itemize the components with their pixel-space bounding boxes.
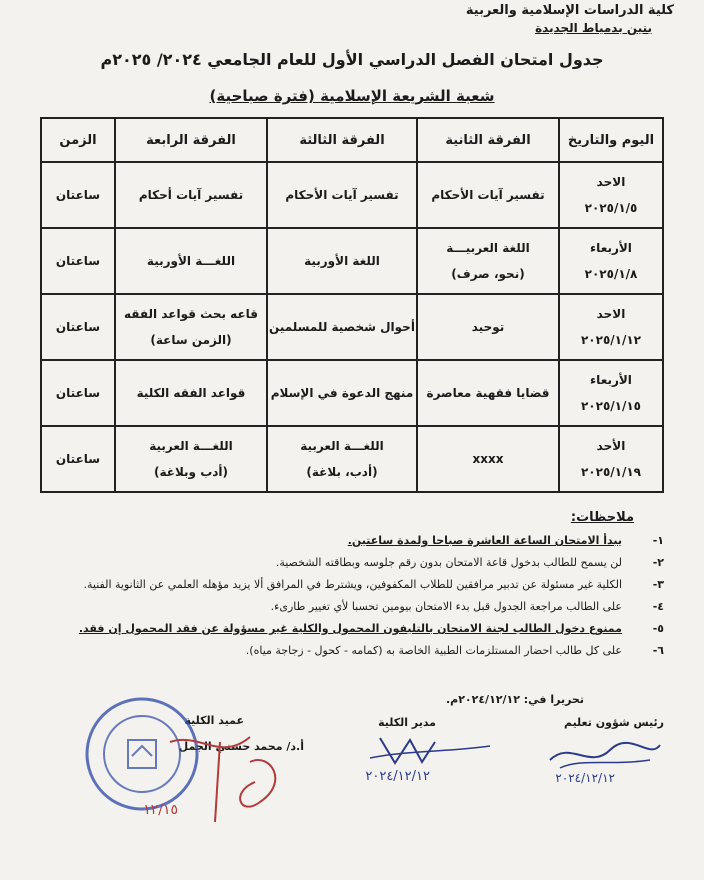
fourth-year-subject: اللغـــة الأوربية [146,254,236,268]
second-year-subject-cell [417,162,559,228]
fourth-year-subject-cell [115,162,267,228]
day-date-cell [559,360,663,426]
header-third-year: الفرقة الثالثة [267,118,417,162]
duration-cell: ساعتان [41,228,115,294]
fourth-year-subject: اللغـــة العربية [149,439,233,453]
third-year-subject: (أدب، بلاغة) [306,465,378,479]
second-year-subject-cell [417,360,559,426]
day-name: الأربعاء [590,373,632,387]
note-item [24,618,664,640]
second-year-subject: (نحو، صرف) [451,267,525,281]
third-year-subject: أحوال شخصية للمسلمين [269,320,415,334]
second-year-subject: توحيد [471,320,505,334]
day-name: الاحد [596,175,626,189]
college-director-signature [360,728,500,788]
table-row [41,294,663,360]
table-row [41,228,663,294]
day-date-cell [559,294,663,360]
fourth-year-subject-cell [115,294,267,360]
subtitle-text: شعبة الشريعة الإسلامية (فترة صباحية) [209,87,495,105]
day-name: الأحد [596,439,626,453]
note-text: الكلية غير مسئولة عن تدبير مرافقين للطلاب المكفوفين، ويشترط في المرافق ألا يزيد مؤهله العلمي عن الثانوية الفنية. [83,578,622,591]
third-year-subject-cell [267,360,417,426]
dean-title-label: عميد الكلية [184,714,244,727]
note-number: ١- [652,534,664,547]
affairs-signature-date: ٢٠٢٤/١٢/١٢ [555,771,615,785]
faculty-name: كلية الدراسات الإسلامية والعربية [465,3,674,18]
fourth-year-subject: قاعه بحث قواعد الفقه [123,307,259,321]
exam-date: ٢٠٢٥/١/١٩ [580,465,642,479]
note-item [24,574,664,596]
dean-name-label: أ.د/ محمد حسني الجمل [178,740,304,753]
note-item [24,530,664,552]
second-year-subject: اللغة العربيـــة [446,241,530,255]
director-signature-date: ٢٠٢٤/١٢/١٢ [365,769,430,784]
exam-schedule-table [40,117,664,493]
third-year-subject: منهج الدعوة في الإسلام [270,386,414,400]
note-number: ٦- [652,644,664,657]
exam-date: ٢٠٢٥/١/٥ [584,201,638,215]
fourth-year-subject: (الزمن ساعة) [150,333,232,347]
duration-cell: ساعتان [41,162,115,228]
header-fourth-year: الفرقة الرابعة [115,118,267,162]
notes-title: ملاحظات: [570,510,634,525]
fourth-year-subject-cell [115,228,267,294]
table-header-row [41,118,663,162]
college-director-label: مدير الكلية [378,716,436,729]
second-year-subject: قضايا فقهية معاصرة [426,386,550,400]
third-year-subject-cell [267,426,417,492]
day-date-cell [559,228,663,294]
second-year-subject-cell [417,426,559,492]
notes-list [24,530,664,662]
third-year-subject-cell [267,228,417,294]
note-number: ٥- [652,622,664,635]
affairs-head-signature [540,730,680,790]
fourth-year-subject-cell [115,426,267,492]
table-body [41,162,663,492]
duration-cell: ساعتان [41,360,115,426]
note-number: ٤- [652,600,664,613]
dean-signature-date: ١٢/١٥ [143,802,178,818]
document-title: جدول امتحان الفصل الدراسي الأول للعام الجامعي ٢٠٢٤/ ٢٠٢٥م [100,50,604,69]
third-year-subject: تفسير آيات الأحكام [285,188,399,202]
affairs-head-label: رئيس شؤون تعليم [563,716,664,729]
second-year-subject: تفسير آيات الأحكام [431,188,545,202]
note-number: ٣- [652,578,664,591]
note-item [24,596,664,618]
exam-date: ٢٠٢٥/١/٨ [584,267,638,281]
duration-cell: ساعتان [41,294,115,360]
note-item [24,640,664,662]
second-year-subject: xxxx [472,452,504,466]
table-row [41,162,663,228]
third-year-subject: اللغـــة العربية [300,439,384,453]
second-year-subject-cell [417,294,559,360]
note-text: على كل طالب احضار المستلزمات الطبية الخاصة به (كمامه - كحول - زجاجة مياه). [245,644,622,657]
note-item [24,552,664,574]
header-duration: الزمن [41,118,115,162]
issue-date: تحريرا في: ٢٠٢٤/١٢/١٢م. [445,693,584,706]
third-year-subject-cell [267,162,417,228]
third-year-subject: اللغة الأوربية [304,254,380,268]
document-subtitle [0,87,704,105]
exam-date: ٢٠٢٥/١/١٢ [580,333,642,347]
header-day-date: اليوم والتاريخ [559,118,663,162]
third-year-subject-cell [267,294,417,360]
day-name: الأربعاء [590,241,632,255]
table-row [41,426,663,492]
table-row [41,360,663,426]
note-number: ٢- [652,556,664,569]
exam-date: ٢٠٢٥/١/١٥ [580,399,642,413]
note-text: لن يسمح للطالب بدخول قاعة الامتحان بدون رقم جلوسه وبطاقته الشخصية. [275,556,622,569]
fourth-year-subject: قواعد الفقه الكلية [136,386,246,400]
dean-signature [143,722,310,832]
note-text: يبدأ الامتحان الساعة العاشرة صباحا ولمدة ساعتين. [347,534,622,547]
note-text: على الطالب مراجعة الجدول قبل بدء الامتحان بيومين تحسبا لأي تغيير طارىء. [270,600,622,613]
note-text: ممنوع دخول الطالب لجنة الامتحان بالتليفون المحمول والكلية غير مسؤولة عن فقد المحمول إن فقد. [78,622,622,635]
second-year-subject-cell [417,228,559,294]
day-name: الاحد [596,307,626,321]
header-second-year: الفرقة الثانية [417,118,559,162]
fourth-year-subject-cell [115,360,267,426]
fourth-year-subject: (أدب وبلاغة) [153,465,229,479]
duration-cell: ساعتان [41,426,115,492]
fourth-year-subject: تفسير آيات أحكام [138,188,244,202]
branch-name: بنين بدمياط الجديدة [535,21,652,35]
day-date-cell [559,426,663,492]
day-date-cell [559,162,663,228]
